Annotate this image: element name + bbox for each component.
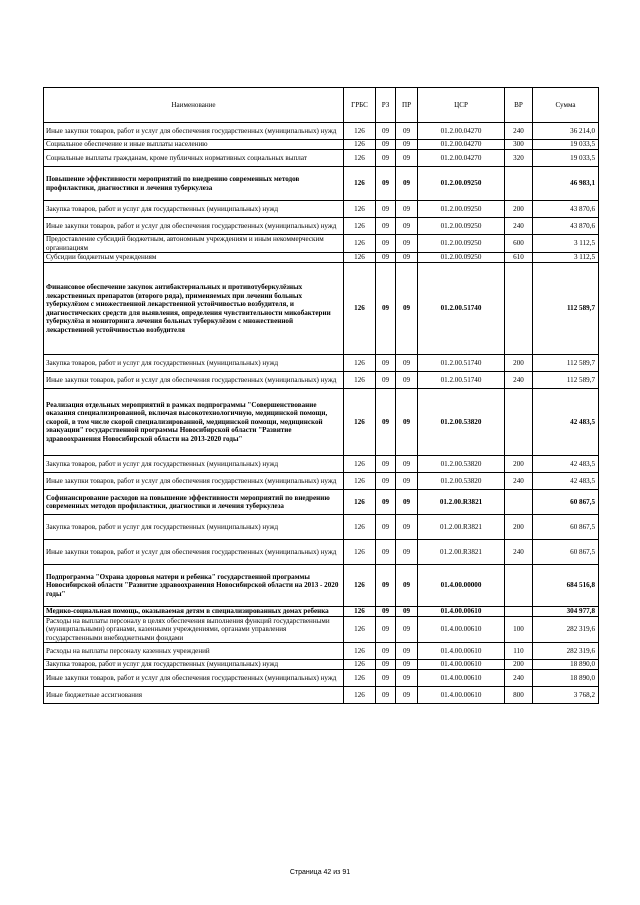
header-vr: ВР bbox=[505, 88, 533, 123]
cell-csr: 01.2.00.09250 bbox=[418, 235, 505, 253]
table-row bbox=[44, 372, 599, 389]
cell-grbs: 126 bbox=[344, 490, 376, 515]
cell-grbs: 126 bbox=[344, 372, 376, 389]
cell-name: Закупка товаров, работ и услуг для государственных (муниципальных) нужд bbox=[44, 456, 344, 473]
cell-sum: 19 033,5 bbox=[533, 140, 599, 150]
cell-name: Социальные выплаты гражданам, кроме публичных нормативных социальных выплат bbox=[44, 150, 344, 167]
cell-rz: 09 bbox=[376, 123, 396, 140]
cell-name: Субсидии бюджетным учреждениям bbox=[44, 253, 344, 263]
cell-csr: 01.2.00.53820 bbox=[418, 456, 505, 473]
cell-vr: 240 bbox=[505, 540, 533, 565]
cell-sum: 42 483,5 bbox=[533, 389, 599, 456]
cell-vr bbox=[505, 490, 533, 515]
cell-rz: 09 bbox=[376, 201, 396, 218]
cell-name: Расходы на выплаты персоналу казенных учреждений bbox=[44, 643, 344, 660]
cell-grbs: 126 bbox=[344, 167, 376, 201]
cell-vr bbox=[505, 565, 533, 607]
cell-sum: 19 033,5 bbox=[533, 150, 599, 167]
cell-sum: 3 112,5 bbox=[533, 253, 599, 263]
cell-csr: 01.2.00.R3821 bbox=[418, 540, 505, 565]
cell-rz: 09 bbox=[376, 167, 396, 201]
cell-name: Закупка товаров, работ и услуг для государственных (муниципальных) нужд bbox=[44, 660, 344, 670]
cell-rz: 09 bbox=[376, 607, 396, 617]
cell-vr: 200 bbox=[505, 515, 533, 540]
cell-vr: 200 bbox=[505, 201, 533, 218]
cell-pr: 09 bbox=[396, 167, 418, 201]
table-row bbox=[44, 565, 599, 607]
cell-name: Закупка товаров, работ и услуг для государственных (муниципальных) нужд bbox=[44, 355, 344, 372]
budget-table bbox=[43, 87, 599, 704]
cell-csr: 01.2.00.R3821 bbox=[418, 515, 505, 540]
cell-name: Софинансирование расходов на повышение эффективности мероприятий по внедрению современных методов профилактики, диагностики и лечения туберкулеза bbox=[44, 490, 344, 515]
cell-grbs: 126 bbox=[344, 253, 376, 263]
cell-grbs: 126 bbox=[344, 565, 376, 607]
cell-rz: 09 bbox=[376, 235, 396, 253]
cell-vr bbox=[505, 607, 533, 617]
cell-csr: 01.4.00.00610 bbox=[418, 607, 505, 617]
cell-rz: 09 bbox=[376, 263, 396, 355]
cell-csr: 01.2.00.04270 bbox=[418, 123, 505, 140]
cell-vr: 610 bbox=[505, 253, 533, 263]
cell-pr: 09 bbox=[396, 670, 418, 687]
table-header-row bbox=[44, 88, 599, 123]
cell-sum: 60 867,5 bbox=[533, 515, 599, 540]
cell-grbs: 126 bbox=[344, 355, 376, 372]
cell-pr: 09 bbox=[396, 253, 418, 263]
cell-sum: 43 870,6 bbox=[533, 201, 599, 218]
cell-sum: 282 319,6 bbox=[533, 616, 599, 643]
cell-vr: 300 bbox=[505, 140, 533, 150]
cell-grbs: 126 bbox=[344, 643, 376, 660]
cell-sum: 3 768,2 bbox=[533, 687, 599, 704]
cell-rz: 09 bbox=[376, 515, 396, 540]
cell-name: Медико-социальная помощь, оказываемая детям в специализированных домах ребенка bbox=[44, 607, 344, 617]
cell-pr: 09 bbox=[396, 123, 418, 140]
cell-pr: 09 bbox=[396, 643, 418, 660]
cell-pr: 09 bbox=[396, 473, 418, 490]
cell-csr: 01.4.00.00610 bbox=[418, 687, 505, 704]
cell-sum: 42 483,5 bbox=[533, 473, 599, 490]
cell-pr: 09 bbox=[396, 372, 418, 389]
table-row bbox=[44, 235, 599, 253]
table-row bbox=[44, 490, 599, 515]
cell-grbs: 126 bbox=[344, 201, 376, 218]
cell-grbs: 126 bbox=[344, 150, 376, 167]
header-name: Наименование bbox=[44, 88, 344, 123]
cell-vr: 320 bbox=[505, 150, 533, 167]
cell-pr: 09 bbox=[396, 389, 418, 456]
cell-sum: 60 867,5 bbox=[533, 490, 599, 515]
cell-pr: 09 bbox=[396, 235, 418, 253]
cell-name: Иные закупки товаров, работ и услуг для обеспечения государственных (муниципальных) нужд bbox=[44, 123, 344, 140]
cell-vr: 240 bbox=[505, 123, 533, 140]
cell-pr: 09 bbox=[396, 490, 418, 515]
cell-pr: 09 bbox=[396, 218, 418, 235]
cell-csr: 01.4.00.00610 bbox=[418, 660, 505, 670]
cell-grbs: 126 bbox=[344, 456, 376, 473]
cell-sum: 46 983,1 bbox=[533, 167, 599, 201]
table-row bbox=[44, 616, 599, 643]
cell-pr: 09 bbox=[396, 540, 418, 565]
cell-name: Иные бюджетные ассигнования bbox=[44, 687, 344, 704]
cell-name: Предоставление субсидий бюджетным, автономным учреждениям и иным некоммерческим организациям bbox=[44, 235, 344, 253]
cell-sum: 36 214,0 bbox=[533, 123, 599, 140]
cell-vr: 600 bbox=[505, 235, 533, 253]
cell-name: Иные закупки товаров, работ и услуг для обеспечения государственных (муниципальных) нужд bbox=[44, 540, 344, 565]
table-row bbox=[44, 253, 599, 263]
cell-grbs: 126 bbox=[344, 263, 376, 355]
cell-rz: 09 bbox=[376, 643, 396, 660]
table-row bbox=[44, 540, 599, 565]
cell-name: Финансовое обеспечение закупок антибактериальных и противотуберкулёзных лекарственных препаратов (второго ряда), применяемых при лечении больных туберкулёзом с множественной лекарственной устойчивостью возбудителя, и диагностических средств для выявления, определения чувствительности микобактерии туберкулёза и мониторинга лечения больных туберкулёзом с множественной лекарственной устойчивостью возбудителя bbox=[44, 263, 344, 355]
cell-name: Расходы на выплаты персоналу в целях обеспечения выполнения функций государственными (муниципальными) органами, казенными учреждениями, органами управления государственными внебюджетными фондами bbox=[44, 616, 344, 643]
cell-pr: 09 bbox=[396, 355, 418, 372]
cell-rz: 09 bbox=[376, 490, 396, 515]
cell-rz: 09 bbox=[376, 660, 396, 670]
cell-csr: 01.2.00.04270 bbox=[418, 150, 505, 167]
cell-grbs: 126 bbox=[344, 616, 376, 643]
cell-csr: 01.2.00.09250 bbox=[418, 253, 505, 263]
cell-vr: 240 bbox=[505, 670, 533, 687]
cell-sum: 3 112,5 bbox=[533, 235, 599, 253]
header-csr: ЦСР bbox=[418, 88, 505, 123]
cell-csr: 01.4.00.00610 bbox=[418, 670, 505, 687]
cell-vr: 200 bbox=[505, 660, 533, 670]
cell-rz: 09 bbox=[376, 389, 396, 456]
cell-vr: 240 bbox=[505, 473, 533, 490]
cell-pr: 09 bbox=[396, 263, 418, 355]
cell-pr: 09 bbox=[396, 140, 418, 150]
cell-csr: 01.2.00.51740 bbox=[418, 355, 505, 372]
cell-sum: 112 589,7 bbox=[533, 263, 599, 355]
cell-csr: 01.2.00.51740 bbox=[418, 372, 505, 389]
cell-name: Закупка товаров, работ и услуг для государственных (муниципальных) нужд bbox=[44, 201, 344, 218]
cell-csr: 01.2.00.09250 bbox=[418, 167, 505, 201]
page-number: Страница 42 из 91 bbox=[289, 869, 351, 876]
cell-name: Повышение эффективности мероприятий по внедрению современных методов профилактики, диагностики и лечения туберкулеза bbox=[44, 167, 344, 201]
cell-grbs: 126 bbox=[344, 607, 376, 617]
header-pr: ПР bbox=[396, 88, 418, 123]
cell-sum: 42 483,5 bbox=[533, 456, 599, 473]
cell-name: Иные закупки товаров, работ и услуг для обеспечения государственных (муниципальных) нужд bbox=[44, 218, 344, 235]
cell-pr: 09 bbox=[396, 565, 418, 607]
cell-name: Подпрограмма "Охрана здоровья матери и ребенка" государственной программы Новосибирской области "Развитие здравоохранения Новосибирской области на 2013 - 2020 годы" bbox=[44, 565, 344, 607]
cell-csr: 01.2.00.09250 bbox=[418, 218, 505, 235]
cell-pr: 09 bbox=[396, 201, 418, 218]
table-row bbox=[44, 643, 599, 660]
cell-grbs: 126 bbox=[344, 218, 376, 235]
cell-sum: 18 890,0 bbox=[533, 660, 599, 670]
cell-rz: 09 bbox=[376, 456, 396, 473]
cell-grbs: 126 bbox=[344, 140, 376, 150]
cell-pr: 09 bbox=[396, 616, 418, 643]
cell-rz: 09 bbox=[376, 473, 396, 490]
table-row bbox=[44, 150, 599, 167]
cell-csr: 01.2.00.51740 bbox=[418, 263, 505, 355]
table-row bbox=[44, 167, 599, 201]
table-row bbox=[44, 473, 599, 490]
cell-rz: 09 bbox=[376, 540, 396, 565]
cell-sum: 43 870,6 bbox=[533, 218, 599, 235]
table-row bbox=[44, 263, 599, 355]
cell-name: Закупка товаров, работ и услуг для государственных (муниципальных) нужд bbox=[44, 515, 344, 540]
cell-pr: 09 bbox=[396, 515, 418, 540]
cell-grbs: 126 bbox=[344, 235, 376, 253]
cell-sum: 18 890,0 bbox=[533, 670, 599, 687]
cell-vr: 240 bbox=[505, 372, 533, 389]
cell-rz: 09 bbox=[376, 218, 396, 235]
cell-rz: 09 bbox=[376, 565, 396, 607]
cell-name: Иные закупки товаров, работ и услуг для обеспечения государственных (муниципальных) нужд bbox=[44, 473, 344, 490]
table-row bbox=[44, 201, 599, 218]
cell-sum: 60 867,5 bbox=[533, 540, 599, 565]
cell-grbs: 126 bbox=[344, 540, 376, 565]
cell-pr: 09 bbox=[396, 687, 418, 704]
header-grbs: ГРБС bbox=[344, 88, 376, 123]
cell-csr: 01.2.00.53820 bbox=[418, 389, 505, 456]
cell-pr: 09 bbox=[396, 607, 418, 617]
table-row bbox=[44, 123, 599, 140]
cell-csr: 01.2.00.R3821 bbox=[418, 490, 505, 515]
cell-csr: 01.2.00.53820 bbox=[418, 473, 505, 490]
cell-vr bbox=[505, 263, 533, 355]
cell-rz: 09 bbox=[376, 670, 396, 687]
table-row bbox=[44, 687, 599, 704]
cell-grbs: 126 bbox=[344, 687, 376, 704]
table-body bbox=[44, 123, 599, 704]
cell-csr: 01.4.00.00000 bbox=[418, 565, 505, 607]
cell-name: Иные закупки товаров, работ и услуг для обеспечения государственных (муниципальных) нужд bbox=[44, 372, 344, 389]
cell-rz: 09 bbox=[376, 372, 396, 389]
cell-vr: 110 bbox=[505, 643, 533, 660]
cell-csr: 01.4.00.00610 bbox=[418, 616, 505, 643]
table-row bbox=[44, 355, 599, 372]
cell-name: Иные закупки товаров, работ и услуг для обеспечения государственных (муниципальных) нужд bbox=[44, 670, 344, 687]
cell-vr bbox=[505, 389, 533, 456]
table-row bbox=[44, 660, 599, 670]
cell-vr bbox=[505, 167, 533, 201]
cell-pr: 09 bbox=[396, 456, 418, 473]
cell-rz: 09 bbox=[376, 355, 396, 372]
header-rz: РЗ bbox=[376, 88, 396, 123]
cell-rz: 09 bbox=[376, 253, 396, 263]
cell-sum: 282 319,6 bbox=[533, 643, 599, 660]
cell-vr: 800 bbox=[505, 687, 533, 704]
cell-rz: 09 bbox=[376, 140, 396, 150]
cell-vr: 200 bbox=[505, 456, 533, 473]
cell-rz: 09 bbox=[376, 150, 396, 167]
cell-vr: 240 bbox=[505, 218, 533, 235]
cell-sum: 684 516,8 bbox=[533, 565, 599, 607]
table-row bbox=[44, 456, 599, 473]
cell-grbs: 126 bbox=[344, 515, 376, 540]
cell-sum: 112 589,7 bbox=[533, 355, 599, 372]
cell-vr: 200 bbox=[505, 355, 533, 372]
table-row bbox=[44, 389, 599, 456]
cell-grbs: 126 bbox=[344, 660, 376, 670]
table-row bbox=[44, 515, 599, 540]
cell-pr: 09 bbox=[396, 660, 418, 670]
cell-grbs: 126 bbox=[344, 389, 376, 456]
cell-csr: 01.2.00.04270 bbox=[418, 140, 505, 150]
cell-vr: 100 bbox=[505, 616, 533, 643]
header-sum: Сумма bbox=[533, 88, 599, 123]
cell-name: Социальное обеспечение и иные выплаты населению bbox=[44, 140, 344, 150]
cell-pr: 09 bbox=[396, 150, 418, 167]
table-row bbox=[44, 140, 599, 150]
table-row bbox=[44, 670, 599, 687]
cell-grbs: 126 bbox=[344, 473, 376, 490]
cell-csr: 01.2.00.09250 bbox=[418, 201, 505, 218]
cell-rz: 09 bbox=[376, 687, 396, 704]
table-row bbox=[44, 607, 599, 617]
cell-sum: 112 589,7 bbox=[533, 372, 599, 389]
cell-csr: 01.4.00.00610 bbox=[418, 643, 505, 660]
cell-grbs: 126 bbox=[344, 670, 376, 687]
cell-grbs: 126 bbox=[344, 123, 376, 140]
cell-sum: 304 977,8 bbox=[533, 607, 599, 617]
cell-rz: 09 bbox=[376, 616, 396, 643]
table-row bbox=[44, 218, 599, 235]
cell-name: Реализация отдельных мероприятий в рамках подпрограммы "Совершенствование оказания специализированной, включая высокотехнологичную, медицинской помощи, скорой, в том числе скорой специализированной, медицинской помощи, медицинской эвакуации" государственной программы Новосибирской области "Развитие здравоохранения Новосибирской области на 2013-2020 годы" bbox=[44, 389, 344, 456]
